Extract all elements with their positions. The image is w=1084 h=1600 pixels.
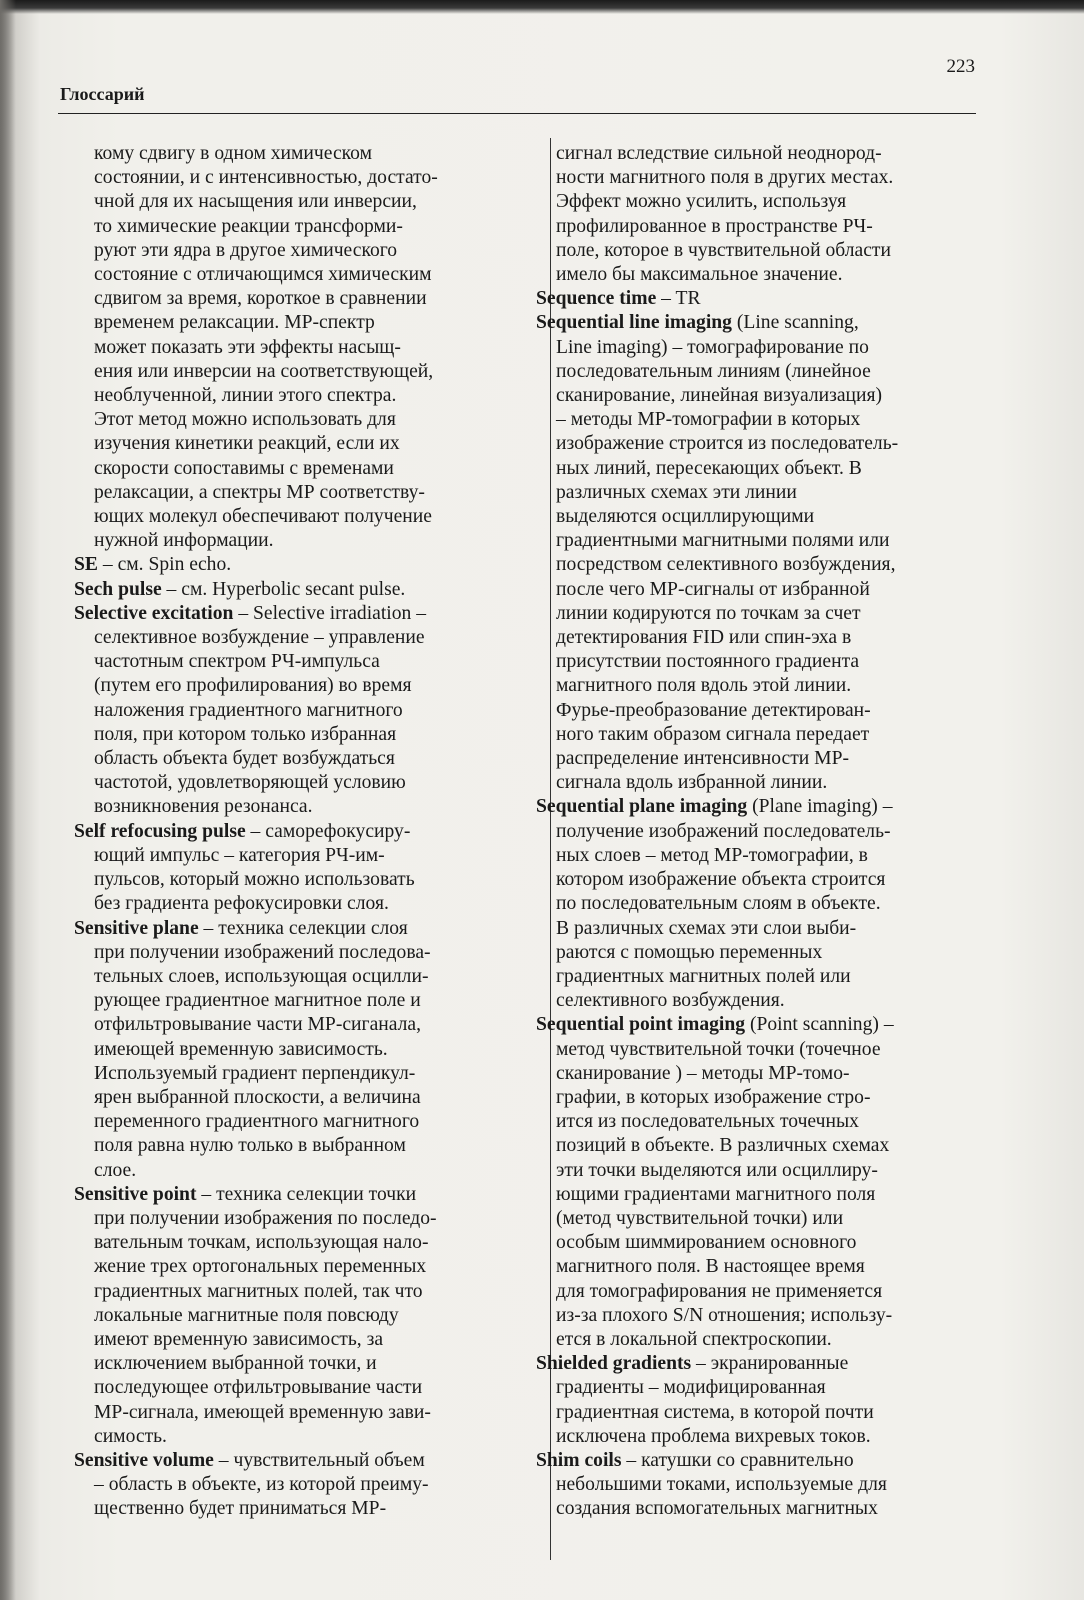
text-line [74,215,544,239]
line-text: поля, при котором только избранная [94,723,397,745]
line-text: раются с помощью переменных [556,941,823,963]
line-text: ется в локальной спектроскопии. [556,1328,832,1350]
line-text: поля равна нулю только в выбранном [94,1135,406,1157]
line-text: Фурье-преобразование детектирован- [556,699,871,721]
text-line [74,1231,544,1255]
text-line [74,1134,544,1158]
line-text: – саморефокусиру- [245,820,411,842]
line-text: ности магнитного поля в других местах. [556,167,894,189]
line-text: исключена проблема вихревых токов. [556,1425,871,1447]
text-line [536,844,1006,868]
line-text: изучения кинетики реакций, если их [94,433,400,455]
line-text: без градиента рефокусировки слоя. [94,893,389,915]
glossary-entry-line [536,795,1006,819]
line-text: присутствии постоянного градиента [556,651,860,673]
line-text: (путем его профилирования) во время [94,675,412,697]
text-line [74,868,544,892]
text-line [536,336,1006,360]
text-line [74,892,544,916]
text-line [536,771,1006,795]
line-text: возникновения резонанса. [94,796,313,818]
line-text: различных схемах эти линии [556,481,797,503]
line-text: ных линий, пересекающих объект. В [556,457,862,479]
line-text: (Point scanning) – [745,1014,894,1036]
glossary-entry-line [74,820,544,844]
glossary-entry-line [74,1449,544,1473]
line-text: сканирование ) – методы МР-томо- [556,1062,850,1084]
line-text: ных слоев – метод МР-томографии, в [556,844,868,866]
line-text: симость. [94,1425,167,1447]
right-column [536,142,1006,1522]
text-line [74,287,544,311]
glossary-term: Sequential point imaging [536,1014,746,1036]
text-line [536,1038,1006,1062]
line-text: щественно будет приниматься МР- [94,1498,387,1520]
text-line [536,1497,1006,1521]
text-line [536,965,1006,989]
line-text: – методы МР-томографии в которых [556,409,861,431]
line-text: может показать эти эффекты насыщ- [94,336,401,358]
text-line [536,1255,1006,1279]
glossary-entry-line [74,917,544,941]
text-line [74,384,544,408]
text-line [536,602,1006,626]
glossary-term: Selective excitation [74,602,234,624]
text-line [74,1207,544,1231]
line-text: отфильтровывание части МР-сиганала, [94,1014,421,1036]
text-line [74,1280,544,1304]
glossary-entry-line [74,602,544,626]
text-line [536,941,1006,965]
line-text: ного таким образом сигнала передает [556,723,870,745]
line-text: из-за плохого S/N отношения; использу- [556,1304,893,1326]
line-text: имеющей временную зависимость. [94,1038,388,1060]
text-line [536,1086,1006,1110]
line-text: временем релаксации. МР-спектр [94,312,375,334]
text-line [74,1304,544,1328]
text-line [74,239,544,263]
text-line [74,1110,544,1134]
text-line [74,529,544,553]
line-text: имеют временную зависимость, за [94,1328,384,1350]
line-text: графии, в которых изображение стро- [556,1086,871,1108]
line-text: имело бы максимальное значение. [556,264,843,286]
line-text: – см. Hyperbolic secant pulse. [161,578,406,600]
line-text: создания вспомогательных магнитных [556,1498,878,1520]
line-text: особым шиммированием основного [556,1232,857,1254]
line-text: ярен выбранной плоскости, а величина [94,1086,421,1108]
glossary-term: Self refocusing pulse [74,820,246,842]
line-text: распределение интенсивности МР- [556,748,850,770]
line-text: градиентных магнитных полей или [556,965,851,987]
glossary-term: Sequential line imaging [536,312,732,334]
line-text: (метод чувствительной точки) или [556,1207,844,1229]
text-line [536,239,1006,263]
text-line [74,1425,544,1449]
glossary-entry-line [536,1352,1006,1376]
line-text: изображение строится из последователь- [556,433,899,455]
text-line [74,650,544,674]
line-text: профилированное в пространстве РЧ- [556,215,873,237]
line-text: получение изображений последователь- [556,820,891,842]
text-line [536,1473,1006,1497]
line-text: метод чувствительной точки (точечное [556,1038,881,1060]
line-text: градиентная система, в которой почти [556,1401,874,1423]
text-line [536,1425,1006,1449]
text-line [536,650,1006,674]
text-line [536,1207,1006,1231]
line-text: – Selective irradiation – [233,602,427,624]
glossary-term: Sensitive volume [74,1449,214,1471]
glossary-term: Sequence time [536,288,657,310]
text-line [74,965,544,989]
line-text: Используемый градиент перпендикул- [94,1062,416,1084]
line-text: Эффект можно усилить, используя [556,191,847,213]
text-line [536,360,1006,384]
text-line [74,1086,544,1110]
text-line [74,989,544,1013]
line-text: линии кодируются по точкам за счет [556,602,861,624]
line-text: локальные магнитные поля повсюду [94,1304,399,1326]
text-line [74,1159,544,1183]
text-line [536,868,1006,892]
text-line [536,1183,1006,1207]
text-line [74,1062,544,1086]
line-text: выделяются осциллирующими [556,506,815,528]
binding-shadow [0,0,16,1600]
text-line [74,771,544,795]
text-line [536,142,1006,166]
line-text: градиентных магнитных полей, так что [94,1280,423,1302]
text-line [74,1328,544,1352]
line-text: состояние с отличающимся химическим [94,264,432,286]
text-line [536,917,1006,941]
text-line [74,747,544,771]
text-line [74,1376,544,1400]
text-line [74,844,544,868]
text-line [536,626,1006,650]
line-text: по последовательным слоям в объекте. [556,893,881,915]
line-text: Этот метод можно использовать для [94,409,396,431]
running-head: Глоссарий [60,84,145,104]
line-text: – техника селекции слоя [198,917,408,939]
line-text: чной для их насыщения или инверсии, [94,191,417,213]
line-text: посредством селективного возбуждения, [556,554,896,576]
line-text: для томографирования не применяется [556,1280,883,1302]
line-text: ющих молекул обеспечивают получение [94,506,432,528]
text-line [536,1401,1006,1425]
text-line [74,360,544,384]
text-line [74,190,544,214]
text-line [536,166,1006,190]
line-text: эти точки выделяются или осциллиру- [556,1159,878,1181]
text-line [74,1013,544,1037]
line-text: Line imaging) – томографирование по [556,336,869,358]
line-text: ющими градиентами магнитного поля [556,1183,876,1205]
text-line [74,336,544,360]
line-text: градиенты – модифицированная [556,1377,826,1399]
line-text: частотным спектром РЧ-импульса [94,651,380,673]
text-line [536,1159,1006,1183]
line-text: (Line scanning, [731,312,859,334]
text-line [536,529,1006,553]
glossary-entry-line [536,311,1006,335]
page-number: 223 [946,56,975,77]
glossary-term: Sech pulse [74,578,162,600]
text-line [536,553,1006,577]
text-line [536,674,1006,698]
text-line [74,1255,544,1279]
text-line [536,481,1006,505]
text-line [74,166,544,190]
line-text: позиций в объекте. В различных схемах [556,1135,890,1157]
line-text: ится из последовательных точечных [556,1111,859,1133]
text-line [74,626,544,650]
text-line [74,481,544,505]
line-text: селективное возбуждение – управление [94,627,425,649]
line-text: поле, которое в чувствительной области [556,239,891,261]
glossary-entry-line [74,553,544,577]
line-text: последующее отфильтровывание части [94,1377,423,1399]
text-line [536,747,1006,771]
text-line [536,505,1006,529]
line-text: небольшими токами, используемые для [556,1474,887,1496]
line-text: переменного градиентного магнитного [94,1111,420,1133]
glossary-entry-line [536,287,1006,311]
line-text: пульсов, который можно использовать [94,869,415,891]
text-line [536,723,1006,747]
text-line [74,941,544,965]
text-line [536,578,1006,602]
line-text: ения или инверсии на соответствующей, [94,360,434,382]
text-line [536,432,1006,456]
glossary-entry-line [74,578,544,602]
line-text: слое. [94,1159,137,1181]
line-text: сдвигом за время, короткое в сравнении [94,288,427,310]
line-text: необлученной, линии этого спектра. [94,385,397,407]
scan-top-edge [0,0,1084,14]
glossary-term: Sequential plane imaging [536,796,748,818]
text-line [74,723,544,747]
text-line [536,1376,1006,1400]
line-text: нужной информации. [94,530,274,552]
line-text: магнитного поля. В настоящее время [556,1256,865,1278]
glossary-entry-line [536,1449,1006,1473]
line-text: рующее градиентное магнитное поле и [94,990,421,1012]
text-line [536,1328,1006,1352]
line-text: вательным точкам, использующая нало- [94,1232,429,1254]
line-text: наложения градиентного магнитного [94,699,403,721]
line-text: то химические реакции трансформи- [94,215,403,237]
line-text: тельных слоев, использующая осцилли- [94,965,429,987]
text-line [74,1473,544,1497]
line-text: – TR [656,288,701,310]
line-text: МР-сигнала, имеющей временную зави- [94,1401,431,1423]
text-line [536,820,1006,844]
line-text: котором изображение объекта строится [556,869,886,891]
line-text: – чувствительный объем [213,1449,425,1471]
text-line [74,1401,544,1425]
glossary-term: SE [74,554,98,576]
text-line [536,1304,1006,1328]
text-line [74,674,544,698]
line-text: частотой, удовлетворяющей условию [94,772,406,794]
line-text: – катушки со сравнительно [621,1449,854,1471]
glossary-term: Shim coils [536,1449,622,1471]
line-text: – экранированные [691,1353,849,1375]
line-text: градиентными магнитными полями или [556,530,890,552]
line-text: (Plane imaging) – [747,796,893,818]
line-text: последовательным линиям (линейное [556,360,871,382]
line-text: исключением выбранной точки, и [94,1353,377,1375]
text-line [74,142,544,166]
text-line [74,263,544,287]
line-text: сканирование, линейная визуализация) [556,385,883,407]
line-text: кому сдвигу в одном химическом [94,143,372,164]
line-text: – техника селекции точки [196,1183,417,1205]
line-text: релаксации, а спектры МР соответству- [94,481,425,503]
line-text: В различных схемах эти слои выби- [556,917,857,939]
text-line [74,457,544,481]
line-text: при получении изображения по последо- [94,1207,437,1229]
line-text: скорости сопоставимы с временами [94,457,394,479]
line-text: ющий импульс – категория РЧ-им- [94,844,385,866]
line-text: после чего МР-сигналы от избранной [556,578,870,600]
text-line [536,408,1006,432]
text-line [536,1231,1006,1255]
glossary-term: Shielded gradients [536,1353,692,1375]
text-line [74,699,544,723]
text-line [536,1062,1006,1086]
text-line [74,432,544,456]
text-line [536,384,1006,408]
text-line [74,1352,544,1376]
text-line [536,699,1006,723]
line-text: селективного возбуждения. [556,990,785,1012]
text-line [536,215,1006,239]
text-line [74,408,544,432]
text-line [74,1038,544,1062]
text-line [74,1497,544,1521]
line-text: область объекта будет возбуждаться [94,748,395,770]
line-text: сигнала вдоль избранной линии. [556,772,828,794]
text-line [536,190,1006,214]
left-column [74,142,544,1522]
glossary-term: Sensitive point [74,1183,197,1205]
text-line [74,505,544,529]
text-line [536,263,1006,287]
line-text: руют эти ядра в другое химического [94,239,398,261]
line-text: состоянии, и с интенсивностью, достато- [94,167,438,189]
text-line [536,892,1006,916]
text-line [536,1280,1006,1304]
text-line [74,311,544,335]
line-text: сигнал вследствие сильной неоднород- [556,143,882,164]
text-line [536,989,1006,1013]
line-text: – см. Spin echo. [97,554,232,576]
text-line [536,1134,1006,1158]
line-text: при получении изображений последова- [94,941,431,963]
text-line [536,457,1006,481]
text-line [74,795,544,819]
line-text: детектирования FID или спин-эха в [556,627,852,649]
glossary-entry-line [536,1013,1006,1037]
line-text: – область в объекте, из которой преиму- [94,1474,429,1496]
text-line [536,1110,1006,1134]
glossary-entry-line [74,1183,544,1207]
line-text: жение трех ортогональных переменных [94,1256,427,1278]
header-rule [58,113,976,114]
line-text: магнитного поля вдоль этой линии. [556,675,852,697]
glossary-term: Sensitive plane [74,917,199,939]
